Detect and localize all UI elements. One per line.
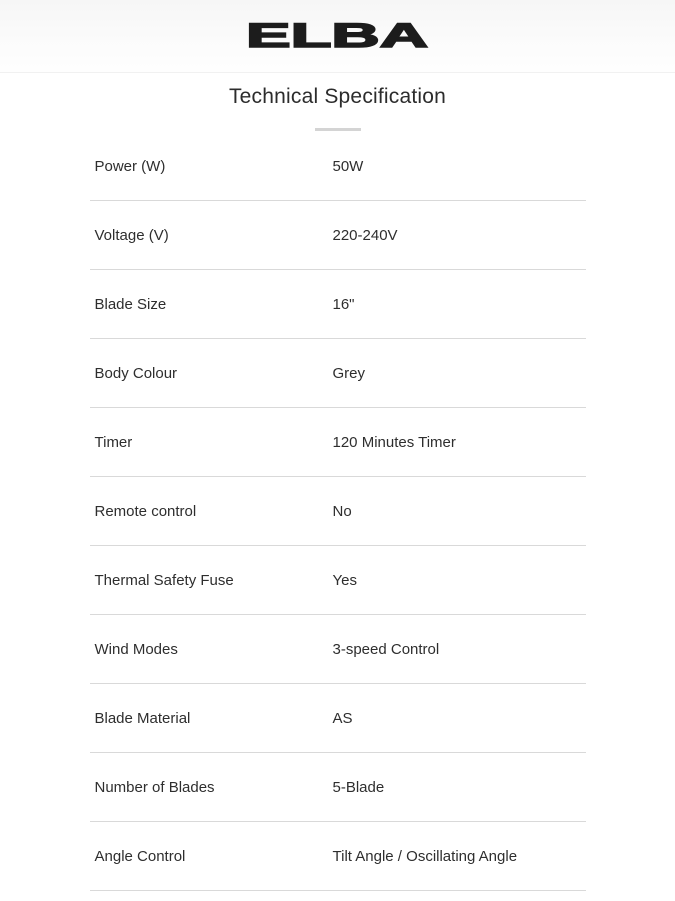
spec-value: 5-Blade xyxy=(332,778,385,796)
spec-value: No xyxy=(332,502,352,520)
spec-label: Power (W) xyxy=(94,157,166,175)
spec-row xyxy=(90,546,586,615)
spec-value: 16" xyxy=(332,295,355,313)
spec-value: Yes xyxy=(332,571,357,589)
spec-row xyxy=(90,408,586,477)
elba-logo-text: ELBA xyxy=(245,19,428,53)
spec-row xyxy=(90,201,586,270)
spec-label: Blade Material xyxy=(94,709,191,727)
spec-row xyxy=(90,615,586,684)
site-header xyxy=(0,0,675,73)
section-title: Technical Specification xyxy=(228,85,447,108)
spec-label: Remote control xyxy=(94,502,197,520)
spec-label: Body Colour xyxy=(94,364,178,382)
spec-label: Thermal Safety Fuse xyxy=(94,571,234,589)
spec-row xyxy=(90,132,586,201)
technical-specification-section xyxy=(0,85,675,891)
spec-table xyxy=(90,132,586,891)
spec-row xyxy=(90,753,586,822)
spec-row xyxy=(90,270,586,339)
spec-row xyxy=(90,684,586,753)
spec-label: Timer xyxy=(94,433,133,451)
elba-logo xyxy=(243,19,433,53)
title-divider xyxy=(315,128,361,131)
spec-row xyxy=(90,477,586,546)
spec-value: 120 Minutes Timer xyxy=(332,433,456,451)
spec-value: Grey xyxy=(332,364,366,382)
spec-value: 3-speed Control xyxy=(332,640,440,658)
spec-row xyxy=(90,339,586,408)
spec-label: Wind Modes xyxy=(94,640,178,658)
spec-label: Blade Size xyxy=(94,295,167,313)
spec-label: Angle Control xyxy=(94,847,186,865)
spec-row xyxy=(90,822,586,891)
spec-label: Number of Blades xyxy=(94,778,215,796)
spec-label: Voltage (V) xyxy=(94,226,169,244)
spec-value: 220-240V xyxy=(332,226,398,244)
spec-value: AS xyxy=(332,709,353,727)
spec-value: 50W xyxy=(332,157,364,175)
spec-value: Tilt Angle / Oscillating Angle xyxy=(332,847,518,865)
